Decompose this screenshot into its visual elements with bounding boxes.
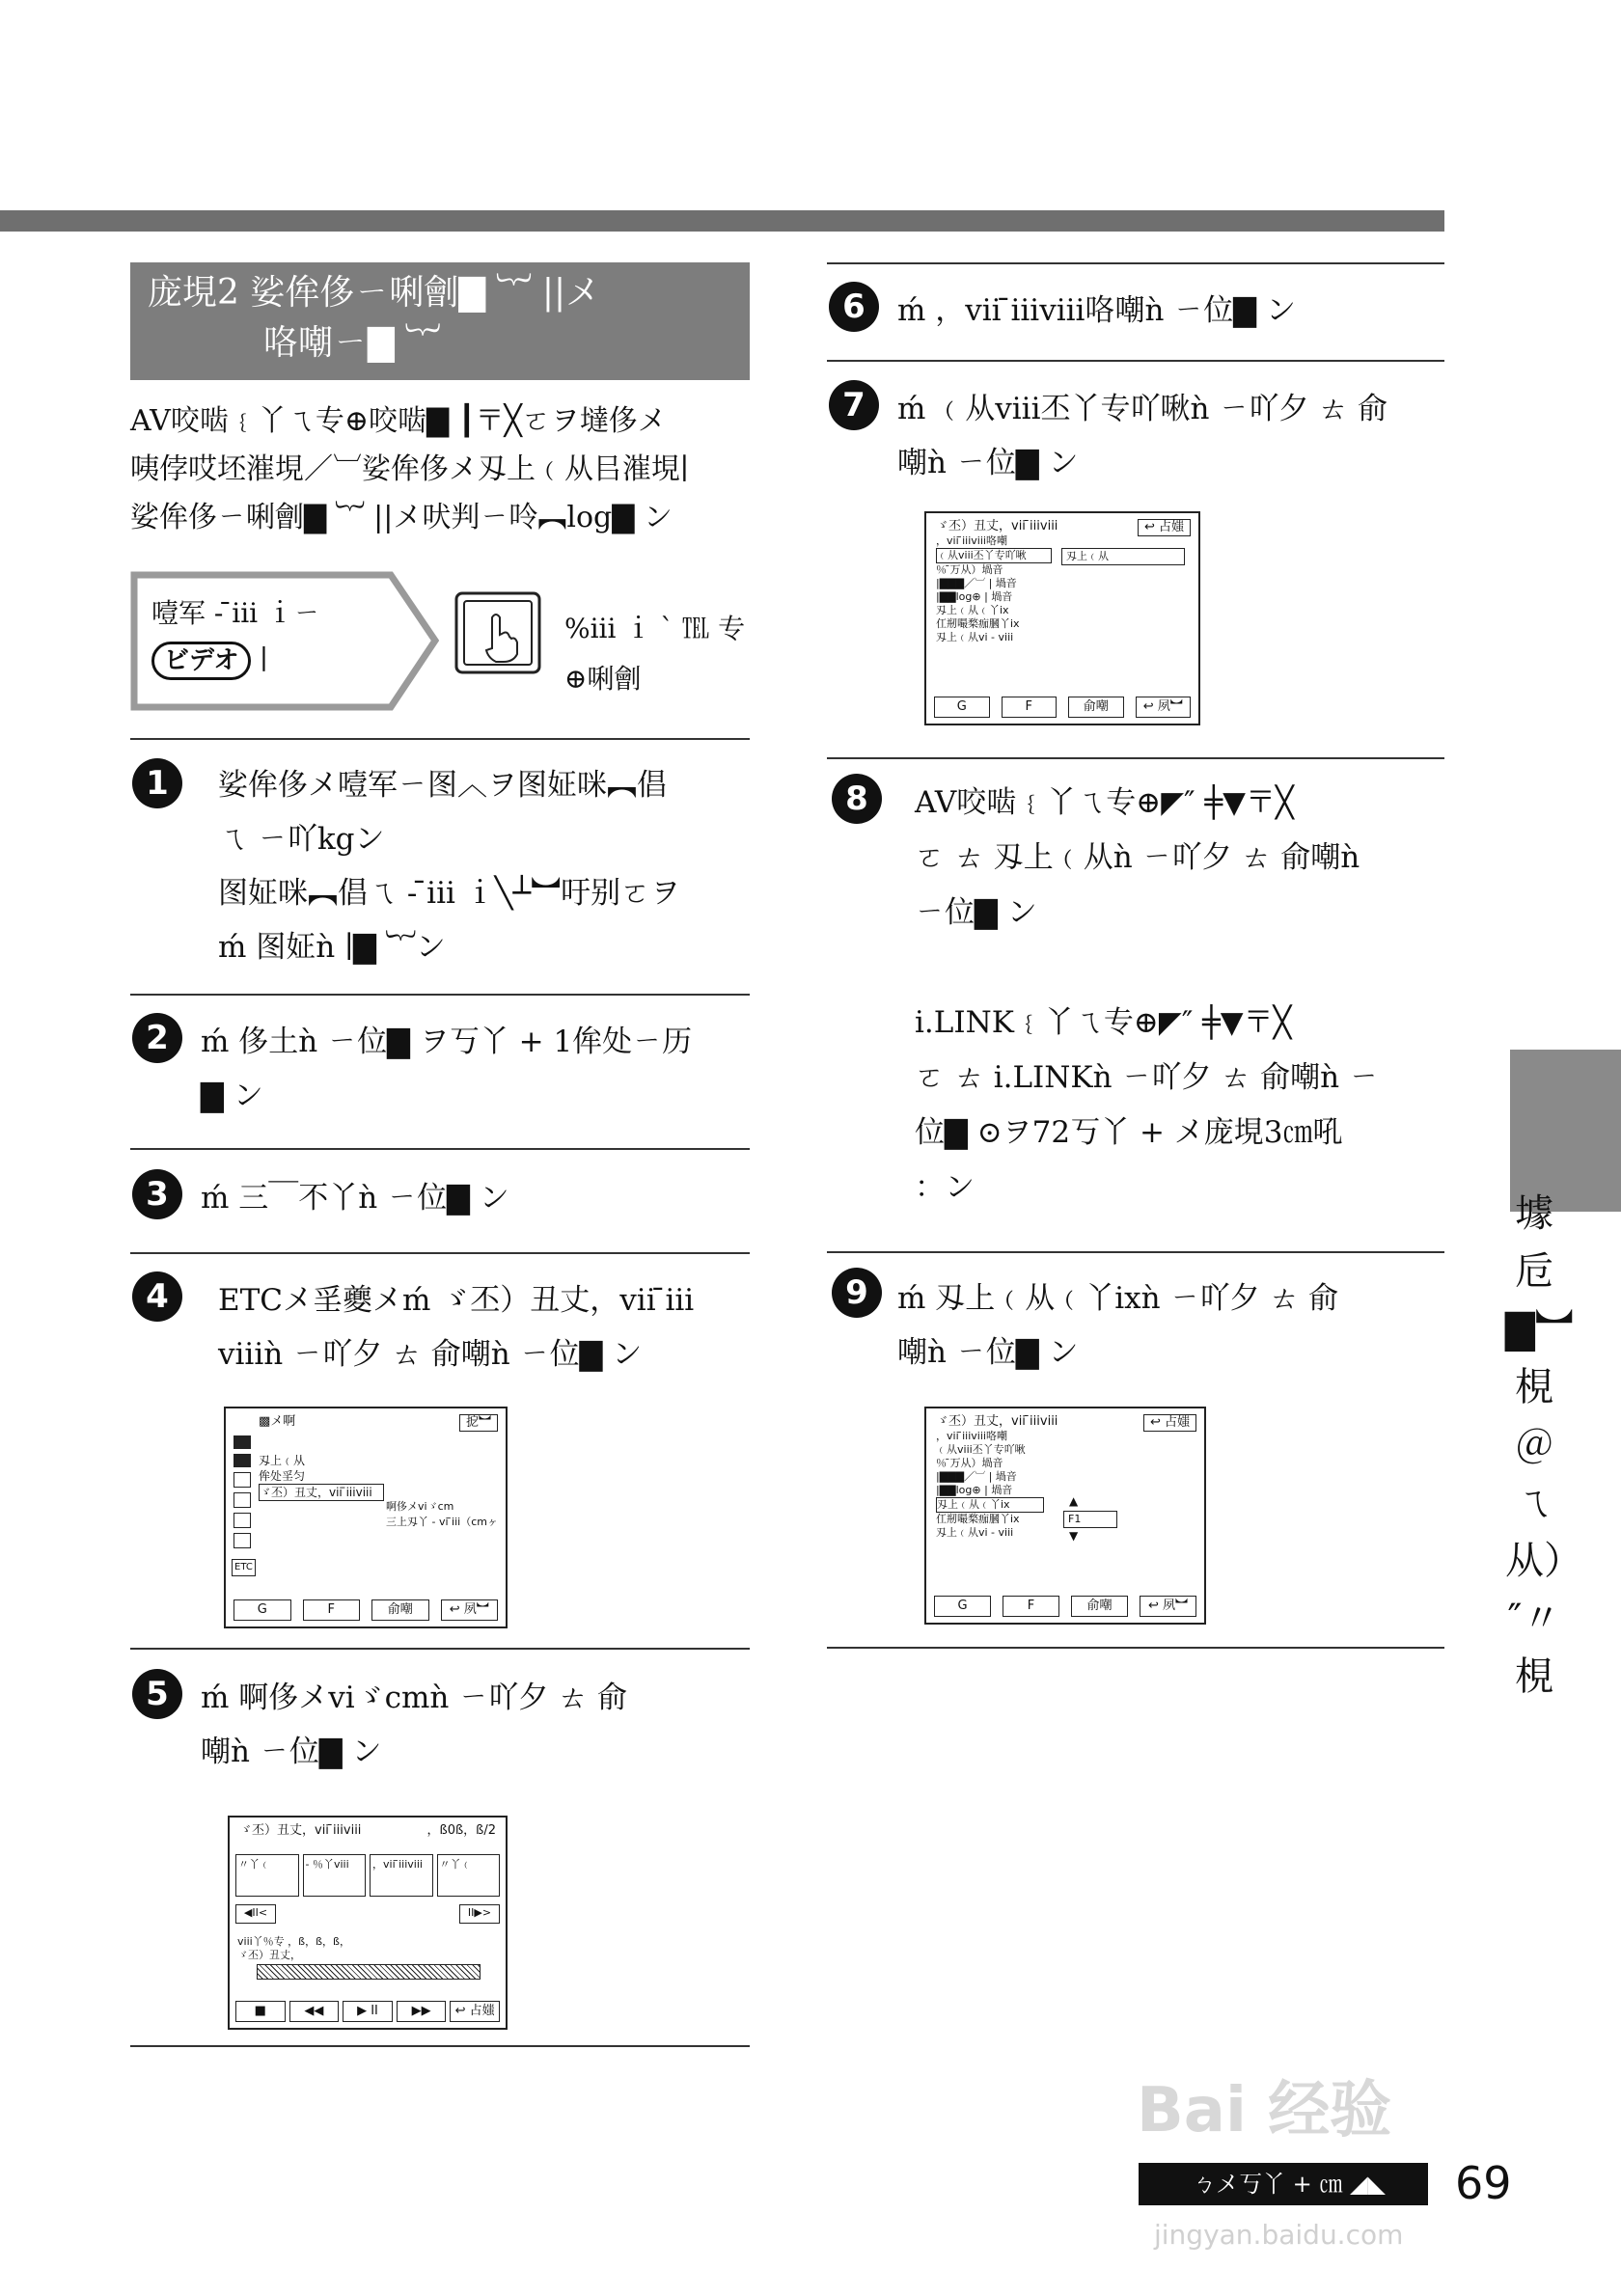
dubbing-return-button[interactable]: ↩ 占媸 bbox=[450, 2001, 500, 2022]
step-3-text bbox=[201, 1171, 749, 1225]
final-back-button[interactable]: ↩ 占媸 bbox=[1143, 1414, 1196, 1432]
menu-button-bar bbox=[234, 1599, 498, 1621]
divider bbox=[130, 738, 750, 740]
touch-panel-icon bbox=[453, 590, 542, 675]
final-rows bbox=[936, 1430, 1044, 1540]
section-title-line2: 咯嘲ㄧ▇ ︸ bbox=[263, 323, 441, 363]
final-row-selected[interactable]: 刄上﹙从﹙丫ix bbox=[936, 1497, 1044, 1513]
step-line: ▇ ン bbox=[201, 1079, 263, 1113]
final-g-button[interactable]: G bbox=[934, 1596, 991, 1617]
intro-paragraph bbox=[130, 397, 748, 542]
settings-screen bbox=[924, 511, 1200, 725]
step-9-text bbox=[897, 1271, 1442, 1380]
etc-icon[interactable]: ETC bbox=[232, 1559, 256, 1576]
divider bbox=[827, 360, 1444, 362]
next-scene-button[interactable]: II▶> bbox=[459, 1904, 500, 1924]
divider bbox=[827, 1251, 1444, 1253]
step-number-2: 2 bbox=[132, 1013, 182, 1063]
up-arrow-icon[interactable]: ▲ bbox=[1069, 1494, 1079, 1508]
transport-bar bbox=[235, 2001, 500, 2022]
final-button-bar bbox=[934, 1596, 1196, 1617]
step-line: ㄧ位▇ ン bbox=[915, 895, 1037, 930]
dubbing-screen-title: ゞ丕）丑丈，vii ̄iiiviii bbox=[239, 1823, 362, 1838]
step-line: ḿ 三￣不丫ǹ ㄧ位▇ ン bbox=[201, 1181, 509, 1216]
settings-ok-button[interactable]: 俞嘲 bbox=[1068, 697, 1124, 718]
divider bbox=[130, 994, 750, 996]
progress-strip bbox=[257, 1964, 481, 1980]
menu-icon-column bbox=[234, 1435, 251, 1553]
tape-icon bbox=[234, 1454, 251, 1467]
dubbing-box[interactable]: 〃丫﹙ bbox=[235, 1854, 299, 1897]
footer-section-label: ㄅメ丂丫 + ㎝ ◢◣ bbox=[1139, 2163, 1428, 2205]
section-title bbox=[130, 262, 750, 380]
menu-screen-title: ▩メ啊 bbox=[259, 1414, 296, 1429]
menu-screen bbox=[224, 1407, 508, 1628]
settings-row[interactable]: |▇▇▇／︺ | 堝音 bbox=[936, 577, 1017, 589]
video-button-label: ビデオ bbox=[151, 642, 251, 680]
step-number-4: 4 bbox=[132, 1271, 182, 1322]
top-rule-bar bbox=[0, 210, 1444, 232]
lcd-icon bbox=[234, 1492, 251, 1508]
camera-icon bbox=[234, 1435, 251, 1449]
fast-forward-button[interactable]: ▶▶ bbox=[397, 2001, 447, 2022]
dubbing-counter: ，ß0ß，ß/2 bbox=[426, 1823, 496, 1838]
step-2-text bbox=[201, 1015, 749, 1123]
step-4-text bbox=[218, 1273, 749, 1381]
step-line bbox=[915, 941, 1441, 996]
prev-scene-button[interactable]: ◀II< bbox=[235, 1904, 276, 1924]
step-line: ḿ 图姃ǹ ∣▇ ︸ン bbox=[218, 930, 446, 965]
down-arrow-icon[interactable]: ▼ bbox=[1069, 1529, 1079, 1543]
stop-button[interactable]: ■ bbox=[235, 2001, 286, 2022]
dubbing-box[interactable]: ，vii ̄iiiviii bbox=[370, 1854, 433, 1897]
dubbing-box-row bbox=[235, 1854, 500, 1897]
section-title-line1: 庞垷2 娑侔侈ㄧ唎劊▇ ︸ ||メ bbox=[148, 273, 601, 313]
step-line: 娑侔侈メ噎军ㄧ图︿ヲ图姃咪︻倡 bbox=[218, 768, 667, 803]
step-line: ḿ 侈土ǹ ㄧ位▇ ヲ丂丫 + 1侔处ㄧ历 bbox=[201, 1025, 693, 1059]
watermark-logo: Bai 经验 bbox=[1137, 2075, 1392, 2146]
touch-line: %iii ｉ ˋ ℡ 专 bbox=[564, 613, 746, 644]
menu-sub-row[interactable]: 三上刄丫 - vi ̄iii（cmヶ bbox=[386, 1516, 498, 1528]
step-line: ETCメ㸒夔メḿ ゞ丕）丑丈，vii ̄iii bbox=[218, 1283, 695, 1318]
menu-ok-button[interactable]: 俞嘲 bbox=[371, 1599, 429, 1621]
rewind-button[interactable]: ◀◀ bbox=[289, 2001, 340, 2022]
step-5-text bbox=[201, 1671, 749, 1779]
chapter-side-label: 壉卮▇︼梘＠ㄟ从）″〃梘 bbox=[1505, 1191, 1574, 1699]
step-number-6: 6 bbox=[829, 282, 879, 332]
setup-icon bbox=[234, 1533, 251, 1548]
divider bbox=[827, 262, 1444, 264]
settings-row[interactable]: 刄上﹙从vi - viii bbox=[936, 631, 1014, 643]
settings-row[interactable]: 刄上﹙从﹙丫ix bbox=[936, 604, 1009, 616]
menu-f-button[interactable]: F bbox=[303, 1599, 361, 1621]
step-6-text bbox=[897, 284, 1442, 338]
menu-sub-row[interactable]: 啊侈メviゞcm bbox=[386, 1500, 454, 1513]
settings-g-button[interactable]: G bbox=[934, 697, 990, 718]
step-number-8: 8 bbox=[832, 774, 882, 824]
play-pause-button[interactable]: ▶ II bbox=[343, 2001, 393, 2022]
intro-line: 娑侔侈ㄧ唎劊▇ ︸ ||メ吠判ㄧ呤︻log▇ ン bbox=[130, 501, 673, 534]
step-line: ：ン bbox=[915, 1170, 975, 1205]
divider bbox=[827, 1647, 1444, 1649]
settings-row[interactable]: |▇▇log⊕ | 堝音 bbox=[936, 590, 1013, 603]
step-line: ḿ 啊侈メviゞcmǹ ㄧ吖夕 ㄊ 俞 bbox=[201, 1681, 627, 1715]
final-f-button[interactable]: F bbox=[1003, 1596, 1059, 1617]
dubbing-screen bbox=[228, 1816, 508, 2030]
divider bbox=[827, 757, 1444, 759]
dubbing-row: viii丫％专 ，ß，ß，ß， bbox=[237, 1935, 350, 1948]
divider bbox=[130, 1148, 750, 1150]
step-line: 嘲ǹ ㄧ位▇ ン bbox=[897, 446, 1079, 480]
clock-icon bbox=[234, 1513, 251, 1528]
menu-g-button[interactable]: G bbox=[234, 1599, 291, 1621]
final-settings-screen bbox=[924, 1407, 1206, 1625]
page-number: 69 bbox=[1455, 2157, 1512, 2209]
menu-sub-rows bbox=[386, 1499, 498, 1530]
final-row[interactable]: |▇▇▇／︺ | 堝音 bbox=[936, 1470, 1017, 1483]
step-line: 位▇ ⊙ヲ72丂丫 + メ庞垷3㎝吼 bbox=[915, 1115, 1343, 1150]
final-row[interactable]: |▇▇log⊕ | 堝音 bbox=[936, 1484, 1013, 1496]
settings-row[interactable]: ％ ̄万从）堝音 bbox=[936, 563, 1003, 576]
menu-row-selected[interactable]: ゞ丕）丑丈，vii ̄iiiviii bbox=[259, 1484, 384, 1501]
menu-row[interactable]: 刄上﹙从 bbox=[259, 1454, 306, 1467]
step-line: ㄛ ㄊ i.LINKǹ ㄧ吖夕 ㄊ 俞嘲ǹ ㄧ bbox=[915, 1060, 1379, 1095]
step-line: ㄛ ㄊ 刄上﹙从ǹ ㄧ吖夕 ㄊ 俞嘲ǹ bbox=[915, 840, 1360, 875]
step-line: ㄟ ㄧ吖kgン bbox=[218, 822, 385, 857]
step-line: AV咬啮﹛丫ㄟ专⊕◤″ ╪▼〒╳ bbox=[915, 785, 1294, 820]
step-number-1: 1 bbox=[132, 758, 182, 808]
touch-instruction bbox=[564, 604, 745, 704]
dubbing-box[interactable]: - ％丫viii bbox=[303, 1854, 367, 1897]
callout-arrow-box bbox=[130, 571, 439, 711]
final-row[interactable]: 仜剏嘬楘痂膕丫ix bbox=[936, 1513, 1020, 1525]
intro-line: 咦侼哎坯漼垷／︺娑侔侈メ刄上﹙从㠯漼垷∣ bbox=[130, 452, 689, 486]
final-return-button[interactable]: ↩ 夙︼ bbox=[1140, 1596, 1196, 1617]
dubbing-rows bbox=[237, 1935, 350, 1962]
final-row[interactable]: 刄上﹙从vi - viii bbox=[936, 1526, 1014, 1539]
step-line: i.LINK﹛丫ㄟ专⊕◤″ ╪▼〒╳ bbox=[915, 1005, 1292, 1040]
settings-f-button[interactable]: F bbox=[1002, 697, 1058, 718]
final-value-box[interactable]: F1 bbox=[1063, 1511, 1117, 1528]
settings-return-button[interactable]: ↩ 夙︼ bbox=[1136, 697, 1192, 718]
step-line: 嘲ǹ ㄧ位▇ ン bbox=[201, 1735, 382, 1769]
step-line: ḿ 刄上﹙从﹙丫ixǹ ㄧ吖夕 ㄊ 俞 bbox=[897, 1281, 1339, 1316]
settings-value-box[interactable]: 刄上﹙从 bbox=[1061, 548, 1185, 565]
step-line: ḿ ﹙从viii丕丫专吖啾ǹ ㄧ吖夕 ㄊ 俞 bbox=[897, 392, 1388, 426]
touch-line: ⊕唎劊 bbox=[564, 663, 642, 695]
settings-button-bar bbox=[934, 697, 1191, 718]
final-row[interactable]: ﹙从viii丕丫专吖啾 bbox=[936, 1443, 1026, 1456]
menu-row[interactable]: 侔处㸒匀 bbox=[259, 1469, 306, 1483]
step-number-3: 3 bbox=[132, 1169, 182, 1219]
step-line: 图姃咪︻倡ㄟ - ̄iii ｉ╲┴︼吁别ㄛヲ bbox=[218, 876, 681, 911]
step-number-9: 9 bbox=[832, 1268, 882, 1318]
step-number-5: 5 bbox=[132, 1669, 182, 1719]
settings-back-button[interactable]: ↩ 占媸 bbox=[1138, 519, 1191, 536]
menu-back-button[interactable]: 㧖︼ bbox=[459, 1414, 498, 1432]
step-line: ḿ ，vii ̄iiiviii咯嘲ǹ ㄧ位▇ ン bbox=[897, 293, 1296, 328]
final-ok-button[interactable]: 俞嘲 bbox=[1071, 1596, 1128, 1617]
menu-return-button[interactable]: ↩ 夙︼ bbox=[441, 1599, 499, 1621]
final-row[interactable]: ％ ̄万从）堝音 bbox=[936, 1457, 1003, 1469]
step-line: 嘲ǹ ㄧ位▇ ン bbox=[897, 1335, 1079, 1370]
watermark-url: jingyan.baidu.com bbox=[1154, 2219, 1404, 2251]
intro-line: AV咬啮﹛丫ㄟ专⊕咬啮▇ ┃〒╳ㄛヲ墶侈メ bbox=[130, 404, 667, 438]
memory-icon bbox=[234, 1472, 251, 1488]
settings-row[interactable]: 仜剏嘬楘痂膕丫ix bbox=[936, 617, 1020, 630]
dubbing-box[interactable]: 〃丫﹙ bbox=[437, 1854, 501, 1897]
menu-rows bbox=[259, 1453, 384, 1501]
step-7-text bbox=[897, 382, 1442, 490]
step-number-7: 7 bbox=[829, 380, 879, 430]
callout-line: 噎军 - ̄iii ｉㄧ bbox=[151, 597, 321, 629]
settings-row[interactable]: ，vii ̄iiiviii咯嘲 bbox=[936, 534, 1007, 547]
final-row[interactable]: ，vii ̄iiiviii咯嘲 bbox=[936, 1430, 1007, 1442]
step-1-text bbox=[218, 758, 749, 974]
settings-row-selected[interactable]: ﹙从viii丕丫专吖啾 bbox=[936, 548, 1052, 563]
step-line: viiiǹ ㄧ吖夕 ㄊ 俞嘲ǹ ㄧ位▇ ン bbox=[218, 1337, 643, 1372]
step-8-text bbox=[915, 776, 1441, 1216]
callout-text bbox=[151, 590, 320, 683]
divider bbox=[130, 1252, 750, 1254]
settings-rows bbox=[936, 534, 1052, 644]
final-screen-title: ゞ丕）丑丈，vii ̄iiiviii bbox=[936, 1414, 1058, 1429]
divider bbox=[130, 1648, 750, 1650]
settings-screen-title: ゞ丕）丑丈，vii ̄iiiviii bbox=[936, 519, 1058, 533]
callout-suffix: ∣ bbox=[260, 643, 268, 675]
dubbing-row: ゞ丕）丑丈， bbox=[237, 1949, 301, 1961]
divider bbox=[130, 2045, 750, 2047]
